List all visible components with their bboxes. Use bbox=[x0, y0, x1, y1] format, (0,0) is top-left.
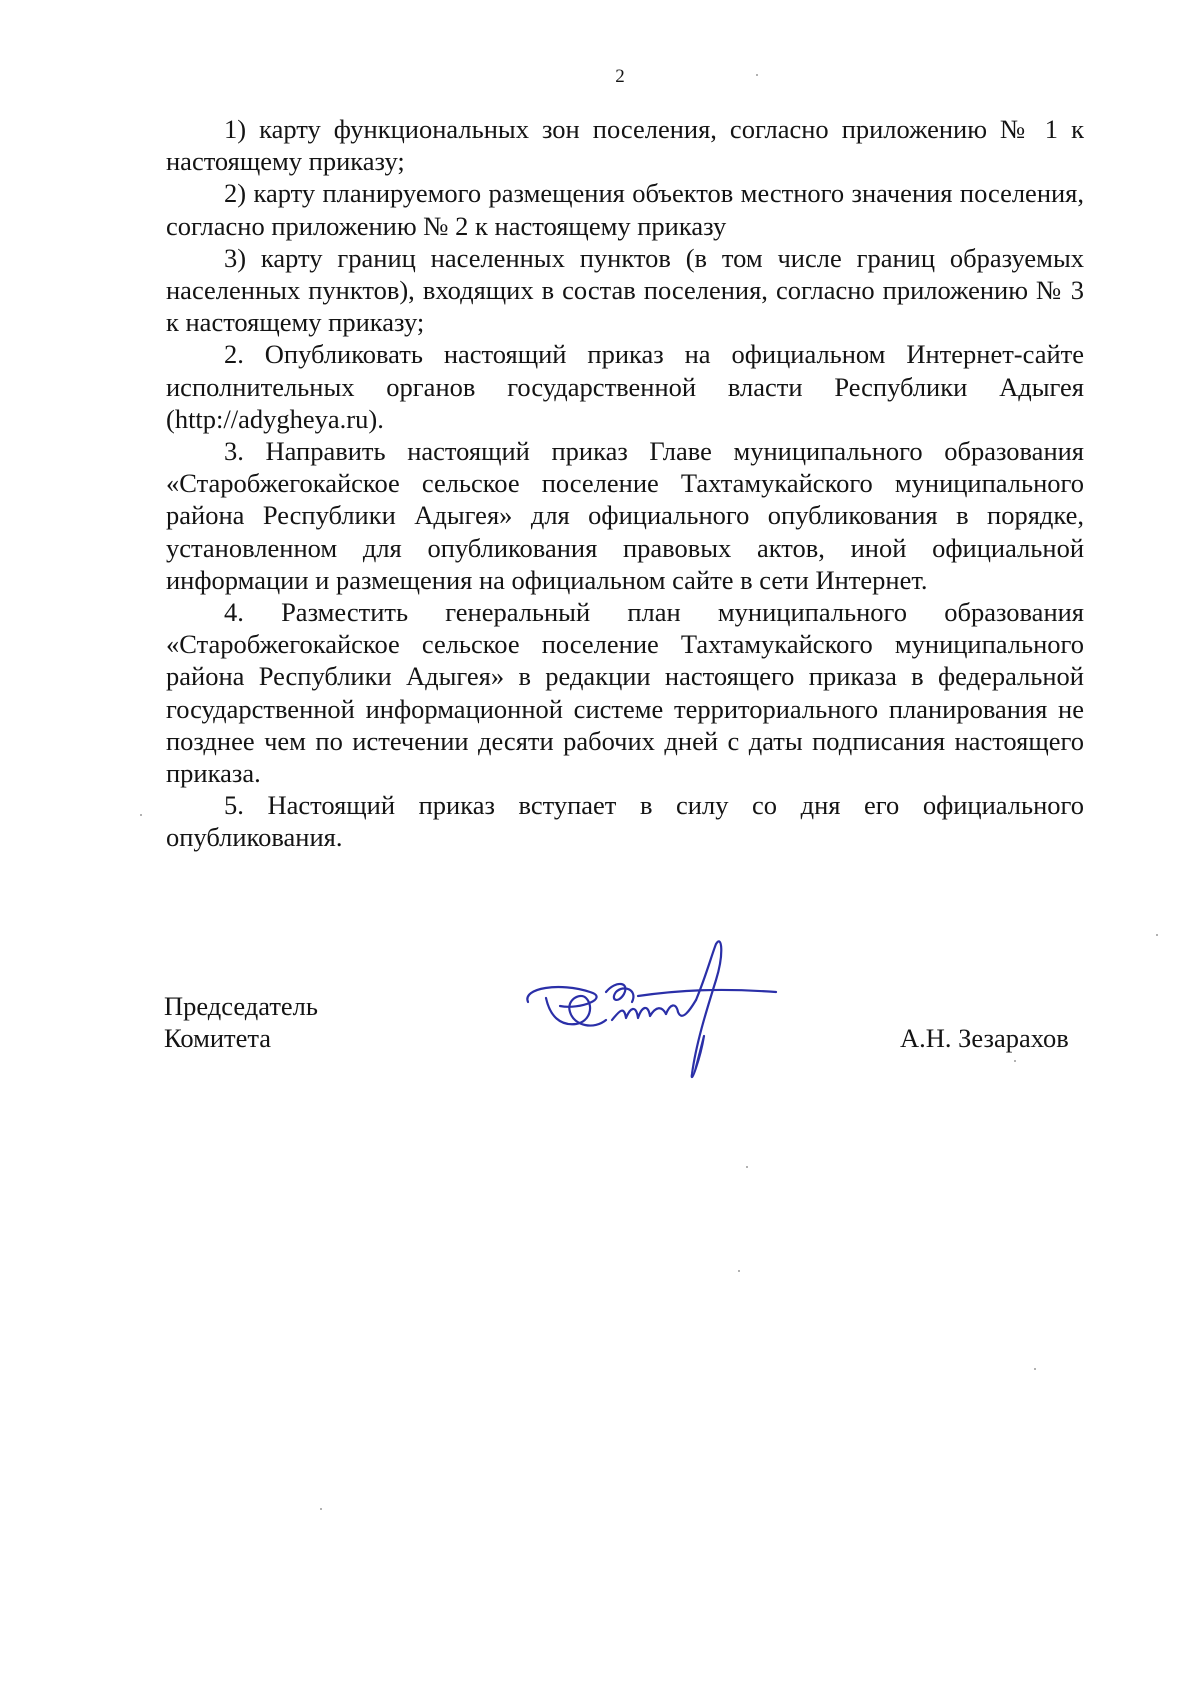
scan-speck bbox=[140, 814, 142, 816]
scan-speck bbox=[738, 1270, 740, 1272]
signatory-position-line2: Комитета bbox=[164, 1023, 272, 1053]
scan-speck bbox=[320, 1508, 322, 1510]
paragraph-entry-into-force: 5. Настоящий приказ вступает в силу со дня его официального опубликования. bbox=[166, 790, 1084, 853]
scan-speck bbox=[1156, 934, 1158, 936]
scan-speck bbox=[1014, 1060, 1016, 1062]
signatory-position bbox=[164, 990, 318, 1054]
paragraph-map-settlement-borders: 3) карту границ населенных пунктов (в том числе границ образуемых населенных пунктов), входящих в состав поселения, согласно приложению № 3 к настоящему приказу; bbox=[166, 242, 1084, 338]
scan-speck bbox=[756, 74, 758, 76]
signatory-position-line1: Председатель bbox=[164, 991, 318, 1021]
scan-speck bbox=[1034, 1368, 1036, 1370]
page-number: 2 bbox=[615, 66, 625, 87]
signatory-name: А.Н. Зезарахов bbox=[900, 1023, 1069, 1053]
paragraph-map-functional-zones: 1) карту функциональных зон поселения, согласно приложению № 1 к настоящему приказу; bbox=[166, 114, 1084, 177]
paragraph-send-to-head: 3. Направить настоящий приказ Главе муниципального образования «Старобжегокайское сельское поселение Тахтамукайского муниципального района Республики Адыгея» для официального опубликования в порядке, установленном для опубликования правовых актов, иной официальной информации и размещения на официальном сайте в сети Интернет. bbox=[166, 436, 1084, 595]
document-body bbox=[166, 113, 1084, 854]
handwritten-signature bbox=[520, 940, 780, 1080]
paragraph-place-general-plan: 4. Разместить генеральный план муниципального образования «Старобжегокайское сельское поселение Тахтамукайского муниципального района Республики Адыгея» в редакции настоящего приказа в федеральной государственной информационной системе территориального планирования не позднее чем по истечении десяти рабочих дней с даты подписания настоящего приказа. bbox=[166, 597, 1084, 789]
paragraph-publish-order: 2. Опубликовать настоящий приказ на официальном Интернет-сайте исполнительных органов государственной власти Республики Адыгея (http://adygheya.ru). bbox=[166, 339, 1084, 434]
scan-speck bbox=[746, 1166, 748, 1168]
paragraph-map-local-objects: 2) карту планируемого размещения объектов местного значения поселения, согласно приложению № 2 к настоящему приказу bbox=[166, 178, 1084, 241]
